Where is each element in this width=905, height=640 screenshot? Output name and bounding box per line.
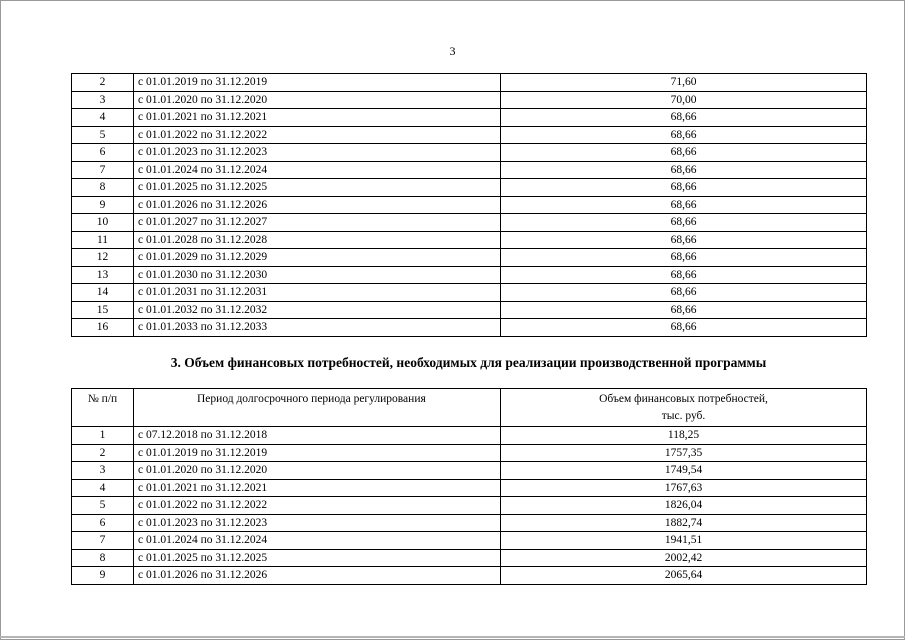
table-row: [72, 479, 867, 497]
row-period: с 01.01.2024 по 31.12.2024: [134, 161, 501, 179]
row-value: 118,25: [501, 427, 867, 445]
row-period: с 01.01.2020 по 31.12.2020: [134, 462, 501, 480]
row-number: 8: [72, 179, 134, 197]
row-period: с 01.01.2033 по 31.12.2033: [134, 319, 501, 337]
table-row: [72, 109, 867, 127]
row-period: с 07.12.2018 по 31.12.2018: [134, 427, 501, 445]
row-period: с 01.01.2032 по 31.12.2032: [134, 301, 501, 319]
header-num: № п/п: [72, 389, 134, 427]
table-row: [72, 126, 867, 144]
table-row: [72, 266, 867, 284]
scan-edge: [0, 636, 905, 638]
row-number: 5: [72, 126, 134, 144]
row-value: 1757,35: [501, 444, 867, 462]
header-row: [72, 389, 867, 427]
row-number: 6: [72, 144, 134, 162]
row-period: с 01.01.2024 по 31.12.2024: [134, 532, 501, 550]
table-row: [72, 514, 867, 532]
row-number: 14: [72, 284, 134, 302]
header-period: Период долгосрочного периода регулирования: [134, 389, 501, 427]
row-number: 7: [72, 532, 134, 550]
page-number: 3: [449, 44, 456, 58]
table-row: [72, 567, 867, 585]
row-number: 2: [72, 444, 134, 462]
row-value: 68,66: [501, 144, 867, 162]
row-value: 2002,42: [501, 549, 867, 567]
table-row: [72, 231, 867, 249]
row-period: с 01.01.2028 по 31.12.2028: [134, 231, 501, 249]
table-row: [72, 532, 867, 550]
row-value: 68,66: [501, 179, 867, 197]
row-value: 68,66: [501, 196, 867, 214]
table-row: [72, 427, 867, 445]
table-row: [72, 179, 867, 197]
table-row: [72, 301, 867, 319]
row-number: 15: [72, 301, 134, 319]
row-period: с 01.01.2020 по 31.12.2020: [134, 91, 501, 109]
row-period: с 01.01.2027 по 31.12.2027: [134, 214, 501, 232]
row-value: 2065,64: [501, 567, 867, 585]
row-number: 11: [72, 231, 134, 249]
table-row: [72, 462, 867, 480]
row-number: 5: [72, 497, 134, 515]
row-value: 68,66: [501, 249, 867, 267]
row-period: с 01.01.2025 по 31.12.2025: [134, 179, 501, 197]
row-value: 68,66: [501, 301, 867, 319]
row-period: с 01.01.2023 по 31.12.2023: [134, 514, 501, 532]
header-value-line2: тыс. руб.: [661, 410, 706, 422]
section-heading: 3. Объем финансовых потребностей, необходимых для реализации производственной программы: [170, 355, 767, 370]
row-number: 8: [72, 549, 134, 567]
row-period: с 01.01.2026 по 31.12.2026: [134, 196, 501, 214]
row-number: 9: [72, 196, 134, 214]
table-row: [72, 161, 867, 179]
table-row: [72, 91, 867, 109]
row-number: 9: [72, 567, 134, 585]
row-period: с 01.01.2021 по 31.12.2021: [134, 479, 501, 497]
row-number: 4: [72, 109, 134, 127]
row-number: 16: [72, 319, 134, 337]
table-row: [72, 319, 867, 337]
row-number: 4: [72, 479, 134, 497]
row-period: с 01.01.2019 по 31.12.2019: [134, 444, 501, 462]
row-value: 68,66: [501, 126, 867, 144]
table-row: [72, 74, 867, 92]
row-number: 6: [72, 514, 134, 532]
row-value: 68,66: [501, 161, 867, 179]
row-period: с 01.01.2019 по 31.12.2019: [134, 74, 501, 92]
row-period: с 01.01.2029 по 31.12.2029: [134, 249, 501, 267]
row-number: 3: [72, 462, 134, 480]
row-value: 71,60: [501, 74, 867, 92]
row-value: 1767,63: [501, 479, 867, 497]
row-number: 13: [72, 266, 134, 284]
row-value: 68,66: [501, 266, 867, 284]
row-number: 12: [72, 249, 134, 267]
row-value: 68,66: [501, 284, 867, 302]
table-row: [72, 284, 867, 302]
row-period: с 01.01.2022 по 31.12.2022: [134, 497, 501, 515]
row-period: с 01.01.2025 по 31.12.2025: [134, 549, 501, 567]
table-row: [72, 497, 867, 515]
row-period: с 01.01.2023 по 31.12.2023: [134, 144, 501, 162]
row-number: 10: [72, 214, 134, 232]
row-value: 68,66: [501, 319, 867, 337]
table-row: [72, 144, 867, 162]
row-period: с 01.01.2031 по 31.12.2031: [134, 284, 501, 302]
row-value: 68,66: [501, 214, 867, 232]
row-value: 68,66: [501, 109, 867, 127]
row-number: 1: [72, 427, 134, 445]
table-continuation: [71, 73, 867, 337]
table-row: [72, 444, 867, 462]
table-row: [72, 549, 867, 567]
row-period: с 01.01.2022 по 31.12.2022: [134, 126, 501, 144]
header-value: [501, 389, 867, 427]
financial-needs-body: [72, 427, 867, 585]
row-value: 1749,54: [501, 462, 867, 480]
row-number: 3: [72, 91, 134, 109]
row-period: с 01.01.2030 по 31.12.2030: [134, 266, 501, 284]
header-value-line1: Объем финансовых потребностей,: [599, 393, 768, 405]
row-value: 1882,74: [501, 514, 867, 532]
row-period: с 01.01.2021 по 31.12.2021: [134, 109, 501, 127]
row-number: 2: [72, 74, 134, 92]
row-value: 1941,51: [501, 532, 867, 550]
financial-needs-table: [71, 388, 867, 585]
table-row: [72, 196, 867, 214]
table-row: [72, 214, 867, 232]
row-number: 7: [72, 161, 134, 179]
row-period: с 01.01.2026 по 31.12.2026: [134, 567, 501, 585]
row-value: 70,00: [501, 91, 867, 109]
row-value: 68,66: [501, 231, 867, 249]
table-row: [72, 249, 867, 267]
row-value: 1826,04: [501, 497, 867, 515]
table-continuation-body: [72, 74, 867, 337]
